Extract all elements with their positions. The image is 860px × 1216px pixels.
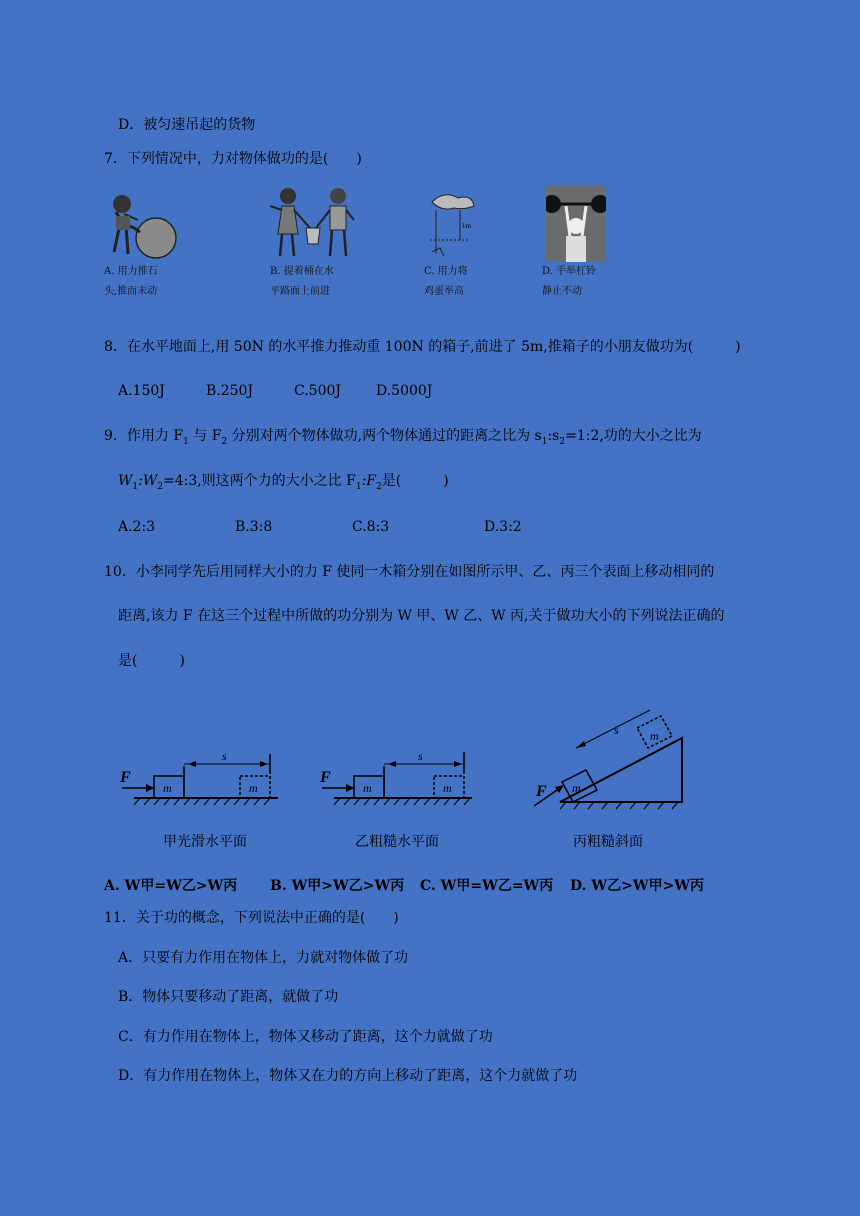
q10-option-d: D. W乙>W甲>W丙 [570,878,705,894]
q7-picture-c-lift-egg [424,190,480,262]
q10-options [0,876,860,896]
question-8: 8．在水平地面上,用 50N 的水平推力推动重 100N 的箱子,前进了 5m,推箱子的小朋友做功为( ) [104,339,741,355]
diagram-rough-incline [520,690,700,814]
question-9-line-2 [118,471,449,497]
q8-option-a: A.150J [118,383,165,399]
q9-sub-w2: 2 [157,481,163,492]
q11-option-a: A．只要有力作用在物体上，力就对物体做了功 [118,950,409,966]
diagram-1-force-label: F [120,769,131,786]
q10-option-b: B. W甲>W乙>W丙 [270,878,405,894]
diagram-2-distance-label: s [418,749,423,763]
q9-option-a: A.2:3 [118,519,156,535]
q9-sub-f2: 2 [221,436,228,447]
svg-text:1m: 1m [462,222,471,230]
q9-text-a: 9．作用力 F [104,428,184,444]
diagram-1-mass-label-end: m [249,781,258,795]
q9-text-c: 分别对两个物体做功,两个物体通过的距离之比为 s [227,428,542,444]
q9-f2: :F [361,473,377,489]
question-10-line-1: 10．小李同学先后用同样大小的力 F 使同一木箱分别在如图所示甲、乙、丙三个表面上移动相同的 [104,564,715,580]
q9-option-d: D.3:2 [484,519,522,535]
diagram-3-force-label: F [536,783,547,800]
diagram-3-mass-label: m [572,781,581,795]
q9-ratio-text: =4:3,则这两个力的大小之比 F [162,473,356,489]
q7-caption-d-1: D. 手举杠铃 [542,266,597,277]
q10-option-c: C. W甲=W乙=W丙 [420,878,554,894]
q9-text-e: =1:2,功的大小之比为 [565,428,702,444]
question-7: 7．下列情况中，力对物体做功的是( ) [104,151,362,167]
diagram-3-mass-label-end: m [650,729,659,743]
q7-caption-b-2: 平路面上前进 [270,286,330,297]
q8-options [0,381,860,401]
q9-w2: :W [138,473,158,489]
q9-sub-w1: 1 [132,481,139,492]
q11-option-b: B．物体只要移动了距离，就做了功 [118,989,339,1005]
q7-caption-d-2: 静止不动 [542,286,582,297]
q9-w1: W [118,473,133,489]
q9-options [0,517,860,537]
diagram-2-caption: 乙粗糙水平面 [355,834,439,850]
q9-sub-s2: 2 [559,436,566,447]
diagram-3-caption: 丙粗糙斜面 [573,834,643,850]
q9-option-b: B.3:8 [235,519,273,535]
q7-picture-b-carry-bucket [268,186,358,262]
question-9-line-1 [104,426,702,452]
diagram-2-force-label: F [320,769,331,786]
q8-option-c: C.500J [294,383,341,399]
q9-sub-s1: 1 [541,436,548,447]
q7-caption-c-2: 鸡蛋举高 [424,286,464,297]
question-10-line-2: 距离,该力 F 在这三个过程中所做的功分别为 W 甲、W 乙、W 丙,关于做功大小的下列说法正确的 [118,608,725,624]
diagram-2-mass-label: m [363,781,372,795]
q7-caption-a-1: A. 用力推石 [104,266,158,277]
q9-sub-ff1: 1 [355,481,362,492]
q10-option-a: A. W甲=W乙>W丙 [104,878,238,894]
q9-text-d: :s [547,428,560,444]
diagram-2-mass-label-end: m [443,781,452,795]
q8-option-d: D.5000J [376,383,433,399]
diagram-3-distance-label: s [614,723,619,737]
diagram-rough-horizontal [318,740,488,810]
q9-sub-f1: 1 [183,436,189,447]
q7-caption-a-2: 头,推而未动 [104,286,158,297]
q11-option-c: C．有力作用在物体上，物体又移动了距离，这个力就做了功 [118,1029,493,1045]
q9-end-text: 是( ) [381,473,449,489]
q7-caption-c-1: C. 用力将 [424,266,468,277]
diagram-1-caption: 甲光滑水平面 [163,834,247,850]
diagram-smooth-horizontal [118,740,288,810]
q8-option-b: B.250J [206,383,254,399]
diagram-1-distance-label: s [222,749,227,763]
diagram-1-mass-label: m [163,781,172,795]
prev-option-d: D．被匀速吊起的货物 [118,117,256,133]
q9-sub-ff2: 2 [376,481,382,492]
question-11: 11．关于功的概念，下列说法中正确的是( ) [104,910,399,926]
q7-caption-b-1: B. 提着桶在水 [270,266,334,277]
q7-picture-d-hold-barbell [546,186,606,262]
q7-picture-a-push-stone [104,190,178,262]
q11-option-d: D．有力作用在物体上，物体又在力的方向上移动了距离，这个力就做了功 [118,1068,578,1084]
question-10-line-3: 是( ) [118,653,185,669]
q9-text-b: 与 F [188,428,222,444]
q9-option-c: C.8:3 [352,519,390,535]
